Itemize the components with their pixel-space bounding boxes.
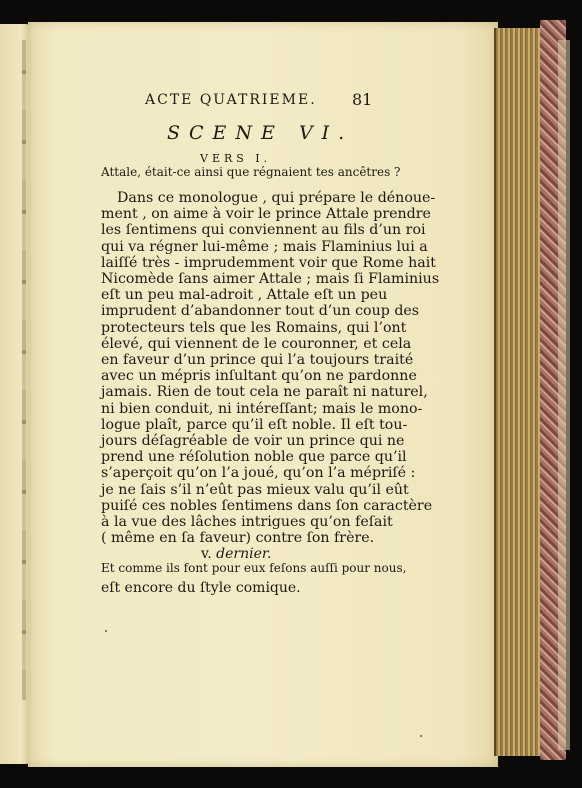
- final-verse-quote: Et comme ils font pour eux feſons auſſi pour nous,: [101, 561, 407, 575]
- paper-speck: [420, 735, 422, 737]
- text-line: logue plaît, parce qu’il eſt noble. Il eſt tou-: [101, 416, 408, 433]
- text-line: puiſé ces nobles ſentimens dans ſon caractère: [101, 497, 433, 514]
- text-line: eſt un peu mal-adroit , Attale eſt un peu: [101, 287, 388, 304]
- page-number: 81: [352, 90, 373, 109]
- text-line: ( même en ſa faveur) contre ſon frère.: [101, 530, 375, 547]
- text-line: qui va régner lui-même ; mais Flaminius lui a: [101, 238, 428, 255]
- text-line: imprudent d’abandonner tout d’un coup des: [101, 303, 420, 320]
- vers-dernier-label: [201, 546, 271, 562]
- text-line: avec un mépris inſultant qu’on ne pardonne: [101, 368, 417, 385]
- text-line: en faveur d’un prince qui l’a toujours traité: [101, 352, 414, 368]
- text-line: laiſſé très - imprudemment voir que Rome hait: [101, 254, 436, 271]
- text-line: Dans ce monologue , qui prépare le dénoue-: [117, 190, 436, 206]
- text-line: les ſentimens qui conviennent au fils d’un roi: [101, 222, 426, 239]
- page-edges: [494, 28, 544, 756]
- text-line: élevé, qui viennent de le couronner, et cela: [101, 335, 412, 352]
- text-line: ni bien conduit, ni intéreſſant; mais le mono-: [101, 400, 423, 417]
- text-line: à la vue des lâches intrigues qu’on feſait: [101, 514, 393, 530]
- vers-prefix: v.: [201, 546, 212, 562]
- text-line: Nicomède ſans aimer Attale ; mais ſi Flaminius: [101, 271, 440, 287]
- text-line: ment , on aime à voir le prince Attale prendre: [101, 206, 431, 223]
- text-line: jours déſagréable de voir un prince qui ne: [101, 433, 405, 449]
- text-line: protecteurs tels que les Romains, qui l’ont: [101, 319, 407, 336]
- text-line: prend une réſolution noble que parce qu’il: [101, 449, 407, 466]
- vers-word: dernier.: [216, 546, 272, 562]
- final-line: eſt encore du ſtyle comique.: [101, 580, 301, 596]
- cover-lining: [558, 40, 570, 750]
- vers-label: VERS I.: [200, 152, 272, 165]
- text-line: s’aperçoit qu’on l’a joué, qu’on l’a mépriſé :: [101, 465, 416, 482]
- text-line: jamais. Rien de tout cela ne paraît ni naturel,: [101, 384, 428, 401]
- binding-thread: [22, 40, 26, 700]
- running-title: ACTE QUATRIEME.: [145, 92, 317, 108]
- scene-title: SCENE VI.: [167, 122, 354, 144]
- verse-quote: Attale, était-ce ainsi que régnaient tes ancêtres ?: [101, 165, 401, 179]
- text-line: je ne ſais s’il n’eût pas mieux valu qu’il eût: [101, 481, 409, 498]
- paper-speck: [105, 630, 107, 632]
